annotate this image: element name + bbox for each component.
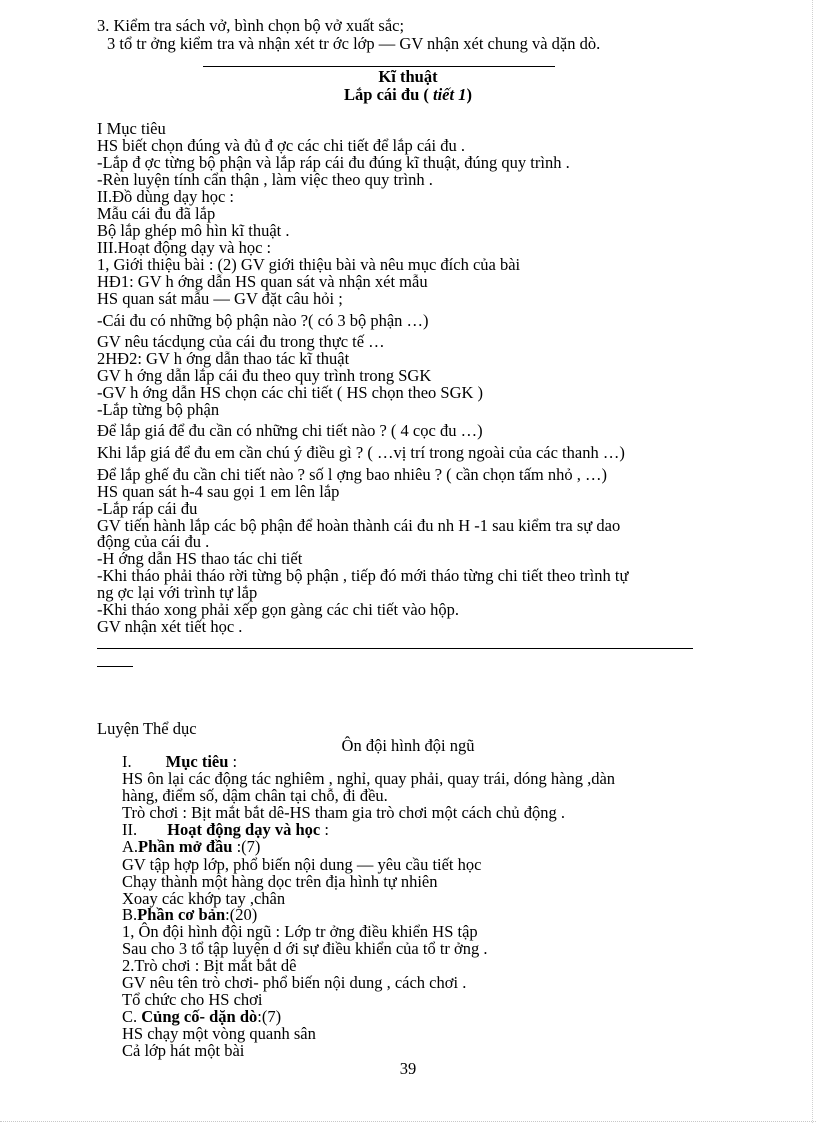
activity-line: Chạy thành một hàng dọc trên địa hình tự nhiên	[122, 872, 438, 891]
activity-line: Xoay các khớp tay ,chân	[122, 889, 286, 908]
lesson1-line: I Mục tiêu	[97, 119, 166, 138]
activity-line: Sau cho 3 tổ tập luyện d ới sự điều khiển của tổ tr ởng .	[122, 939, 488, 958]
lesson1-line: -Khi tháo phải tháo rời từng bộ phận , tiếp đó mới tháo từng chi tiết theo trình tự	[97, 566, 629, 585]
lesson1-line: -Lắp đ ợc từng bộ phận và lắp ráp cái đu đúng kĩ thuật, đúng quy trình .	[97, 153, 570, 172]
part-prefix: C.	[122, 1007, 142, 1026]
lesson2-subject: Luyện Thể dục	[97, 719, 197, 738]
lesson1-line: ng ợc lại với trình tự lắp	[97, 583, 258, 602]
lesson1-line: GV h ớng dẫn lắp cái đu theo quy trình trong SGK	[97, 366, 432, 385]
lesson1-line: Khi lắp giá để đu em cần chú ý điều gì ? ( …vị trí trong ngoài của các thanh …)	[97, 443, 625, 462]
end-divider	[97, 648, 693, 649]
part-title: Củng cố- dặn dò	[141, 1007, 258, 1026]
section-colon: :	[228, 752, 238, 771]
activity-line: GV nêu tên trò chơi- phổ biến nội dung , cách chơi .	[122, 973, 467, 992]
lesson1-line: HS quan sát h-4 sau gọi 1 em lên lắp	[97, 482, 340, 501]
lesson1-title-italic: tiết 1	[432, 85, 467, 104]
section-heading	[122, 821, 329, 838]
lesson1-line: -Khi tháo xong phải xếp gọn gàng các chi tiết vào hộp.	[97, 600, 459, 619]
section-colon: :	[320, 820, 329, 839]
lesson1-line: GV nêu tácdụng của cái đu trong thực tế …	[97, 332, 385, 351]
page-bottom-edge	[0, 1121, 816, 1122]
part-heading	[122, 906, 257, 923]
lesson1-line: II.Đồ dùng dạy học :	[97, 187, 235, 206]
lesson1-line: Bộ lắp ghép mô hìn kĩ thuật .	[97, 221, 290, 240]
part-suffix: :(7)	[232, 837, 261, 856]
activity-line: HS chạy một vòng quanh sân	[122, 1024, 316, 1043]
lesson1-line: 2HĐ2: GV h ớng dẫn thao tác kĩ thuật	[97, 349, 350, 368]
lesson1-line: -Rèn luyện tính cẩn thận , làm việc theo quy trình .	[97, 170, 433, 189]
lesson1-line: -Lắp ráp cái đu	[97, 499, 198, 518]
lesson1-line: 1, Giới thiệu bài : (2) GV giới thiệu bài và nêu mục đích của bài	[97, 255, 521, 274]
lesson1-line: HS biết chọn đúng và đủ đ ợc các chi tiết để lắp cái đu .	[97, 136, 465, 155]
review-line: 3 tổ tr ởng kiểm tra và nhận xét tr ớc lớp — GV nhận xét chung và dặn dò.	[107, 34, 601, 53]
activity-line: Tổ chức cho HS chơi	[122, 990, 263, 1009]
end-divider-short	[97, 666, 133, 667]
lesson1-line: -H ớng dẫn HS thao tác chi tiết	[97, 549, 303, 568]
activity-line: 2.Trò chơi : Bịt mắt bắt dê	[122, 956, 297, 975]
section-title: Mục tiêu	[165, 752, 229, 771]
section-title: Hoạt động dạy và học	[167, 820, 321, 839]
lesson1-line: -Lắp từng bộ phận	[97, 400, 220, 419]
objective-line: HS ôn lại các động tác nghiêm , nghỉ, quay phải, quay trái, dóng hàng ,dàn	[122, 769, 616, 788]
section-number: II.	[122, 820, 138, 839]
part-suffix: :(7)	[257, 1007, 282, 1026]
lesson1-line: -Cái đu có những bộ phận nào ?( có 3 bộ phận …)	[97, 311, 429, 330]
activity-line: GV tập hợp lớp, phổ biến nội dung — yêu cầu tiết học	[122, 855, 482, 874]
lesson1-title	[0, 86, 816, 103]
lesson2-title: Ôn đội hình đội ngũ	[341, 736, 475, 755]
part-suffix: :(20)	[225, 905, 258, 924]
review-line: 3. Kiểm tra sách vở, bình chọn bộ vở xuất sắc;	[97, 16, 405, 35]
part-prefix: B.	[122, 905, 138, 924]
part-title: Phần cơ bản	[137, 905, 226, 924]
lesson1-line: động của cái đu .	[97, 532, 210, 551]
lesson1-line: HĐ1: GV h ớng dẫn HS quan sát và nhận xét mẫu	[97, 272, 428, 291]
lesson1-line: GV nhận xét tiết học .	[97, 617, 243, 636]
activity-line: Cả lớp hát một bài	[122, 1041, 245, 1060]
objective-line: hàng, điểm số, dậm chân tại chỗ, đi đều.	[122, 786, 388, 805]
page-right-edge	[812, 0, 813, 1123]
lesson1-line: -GV h ớng dẫn HS chọn các chi tiết ( HS chọn theo SGK )	[97, 383, 484, 402]
section-heading	[122, 753, 237, 770]
lesson1-line: Để lắp ghế đu cần chi tiết nào ? số l ợng bao nhiêu ? ( cần chọn tấm nhỏ , …)	[97, 465, 607, 484]
page-number: 39	[399, 1059, 417, 1078]
lesson1-line: III.Hoạt động dạy và học :	[97, 238, 272, 257]
part-heading	[122, 838, 260, 855]
lesson1-line: Để lắp giá để đu cần có những chi tiết nào ? ( 4 cọc đu …)	[97, 421, 483, 440]
lesson1-title-text: Lắp cái đu (	[344, 85, 429, 104]
lesson1-title-close: )	[466, 85, 472, 104]
part-title: Phần mở đầu	[138, 837, 233, 856]
part-heading	[122, 1008, 281, 1025]
section-number: I.	[122, 752, 132, 771]
lesson1-line: GV tiến hành lắp các bộ phận để hoàn thành cái đu nh H -1 sau kiểm tra sự dao	[97, 516, 621, 535]
lesson1-line: HS quan sát mẫu — GV đặt câu hỏi ;	[97, 289, 343, 308]
objective-line: Trò chơi : Bịt mắt bắt dê-HS tham gia trò chơi một cách chủ động .	[122, 803, 566, 822]
activity-line: 1, Ôn đội hình đội ngũ : Lớp tr ởng điều khiển HS tập	[122, 922, 478, 941]
lesson1-subject: Kĩ thuật	[378, 67, 438, 86]
part-prefix: A.	[122, 837, 139, 856]
lesson1-line: Mẫu cái đu đã lắp	[97, 204, 216, 223]
